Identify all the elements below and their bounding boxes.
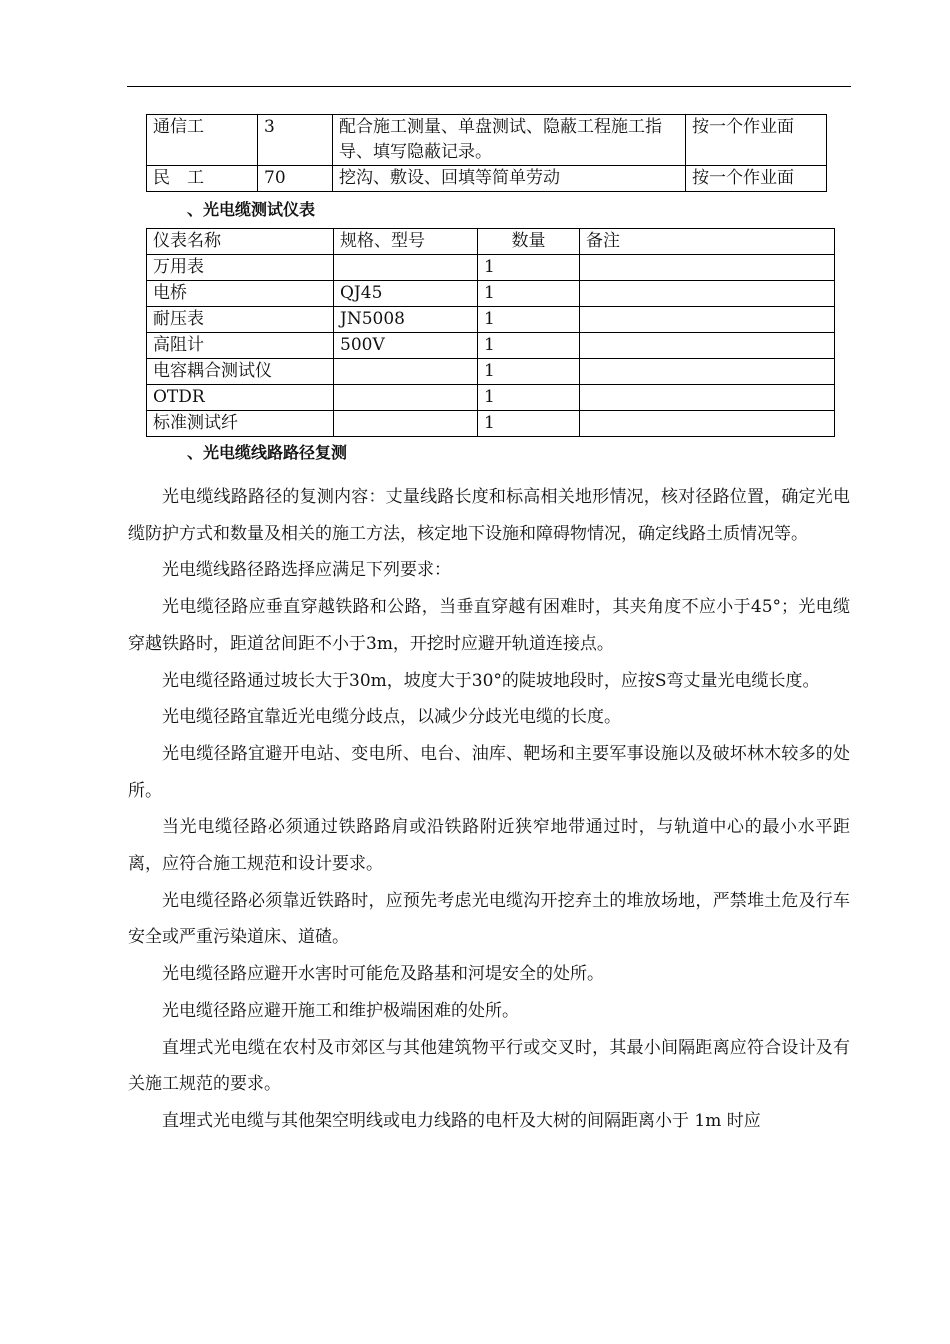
table-row: [147, 333, 835, 359]
table-cell: [580, 359, 835, 385]
table-row: [147, 359, 835, 385]
table-cell: 1: [478, 281, 580, 307]
count-cell: 3: [258, 115, 333, 166]
table-cell: 电容耦合测试仪: [147, 359, 334, 385]
role-cell: 民 工: [147, 166, 258, 192]
paragraph: 当光电缆径路必须通过铁路路肩或沿铁路附近狭窄地带通过时，与轨道中心的最小水平距离，应符合施工规范和设计要求。: [128, 817, 850, 875]
count-cell: 70: [258, 166, 333, 192]
paragraph: 光电缆径路宜靠近光电缆分歧点，以减少分歧光电缆的长度。: [162, 707, 621, 728]
table-cell: 1: [478, 411, 580, 437]
paragraph: 光电缆径路应避开施工和维护极端困难的处所。: [162, 1000, 519, 1021]
table-cell: 1: [478, 307, 580, 333]
table-cell: 1: [478, 333, 580, 359]
staff-table: [146, 114, 827, 192]
table-cell: 高阻计: [147, 333, 334, 359]
table-row: [147, 411, 835, 437]
table-cell: [334, 385, 478, 411]
role-cell: 通信工: [147, 115, 258, 166]
table-row: [147, 115, 827, 166]
table-cell: 耐压表: [147, 307, 334, 333]
paragraph: 光电缆径路宜避开电站、变电所、电台、油库、靶场和主要军事设施以及破坏林木较多的处所。: [128, 743, 850, 801]
paragraph: 光电缆径路必须靠近铁路时，应预先考虑光电缆沟开挖弃土的堆放场地，严禁堆土危及行车安全或严重污染道床、道碴。: [128, 890, 850, 948]
table-cell: 1: [478, 385, 580, 411]
scope-cell: 按一个作业面: [686, 166, 827, 192]
table-row: [147, 307, 835, 333]
header-cell: 数量: [478, 229, 580, 255]
table-cell: [334, 411, 478, 437]
header-cell: 规格、型号: [334, 229, 478, 255]
table-cell: OTDR: [147, 385, 334, 411]
table-row: [147, 255, 835, 281]
table-cell: 电桥: [147, 281, 334, 307]
table-cell: 万用表: [147, 255, 334, 281]
paragraph: 光电缆径路通过坡长大于30m，坡度大于30°的陡坡地段时，应按S弯丈量光电缆长度。: [162, 670, 820, 691]
table-cell: [580, 333, 835, 359]
scope-cell: 按一个作业面: [686, 115, 827, 166]
header-cell: 仪表名称: [147, 229, 334, 255]
paragraph: 光电缆径路应避开水害时可能危及路基和河堤安全的处所。: [162, 964, 604, 985]
table-row: [147, 385, 835, 411]
table-cell: [334, 359, 478, 385]
table-cell: [580, 307, 835, 333]
table-cell: 标准测试纤: [147, 411, 334, 437]
table-cell: 500V: [334, 333, 478, 359]
paragraph: 光电缆径路应垂直穿越铁路和公路，当垂直穿越有困难时，其夹角度不应小于45°；光电缆穿越铁路时，距道岔间距不小于3m，开挖时应避开轨道连接点。: [128, 597, 850, 654]
paragraph: 光电缆线路径路选择应满足下列要求：: [162, 560, 451, 581]
table-cell: [580, 385, 835, 411]
section-heading-route: 、光电缆线路路径复测: [187, 443, 348, 462]
table-cell: [580, 281, 835, 307]
table-row: [147, 166, 827, 192]
section-heading-instruments: 、光电缆测试仪表: [187, 200, 316, 219]
table-cell: 1: [478, 359, 580, 385]
table-cell: [580, 411, 835, 437]
table-cell: QJ45: [334, 281, 478, 307]
paragraph: 光电缆线路路径的复测内容：丈量线路长度和标高相关地形情况，核对径路位置，确定光电缆防护方式和数量及相关的施工方法，核定地下设施和障碍物情况，确定线路土质情况等。: [128, 487, 850, 544]
duty-cell: 配合施工测量、单盘测试、隐蔽工程施工指导、填写隐蔽记录。: [333, 115, 686, 166]
table-row: [147, 281, 835, 307]
header-rule: [127, 86, 851, 87]
paragraph: 直埋式光电缆与其他架空明线或电力线路的电杆及大树的间隔距离小于 1m 时应: [162, 1110, 761, 1131]
table-cell: 1: [478, 255, 580, 281]
duty-cell: 挖沟、敷设、回填等简单劳动: [333, 166, 686, 192]
table-header-row: [147, 229, 835, 255]
header-cell: 备注: [580, 229, 835, 255]
table-cell: JN5008: [334, 307, 478, 333]
paragraph: 直埋式光电缆在农村及市郊区与其他建筑物平行或交叉时，其最小间隔距离应符合设计及有关施工规范的要求。: [128, 1037, 850, 1095]
table-cell: [334, 255, 478, 281]
body-text: [128, 479, 850, 1140]
table-cell: [580, 255, 835, 281]
instrument-table: [146, 228, 835, 437]
